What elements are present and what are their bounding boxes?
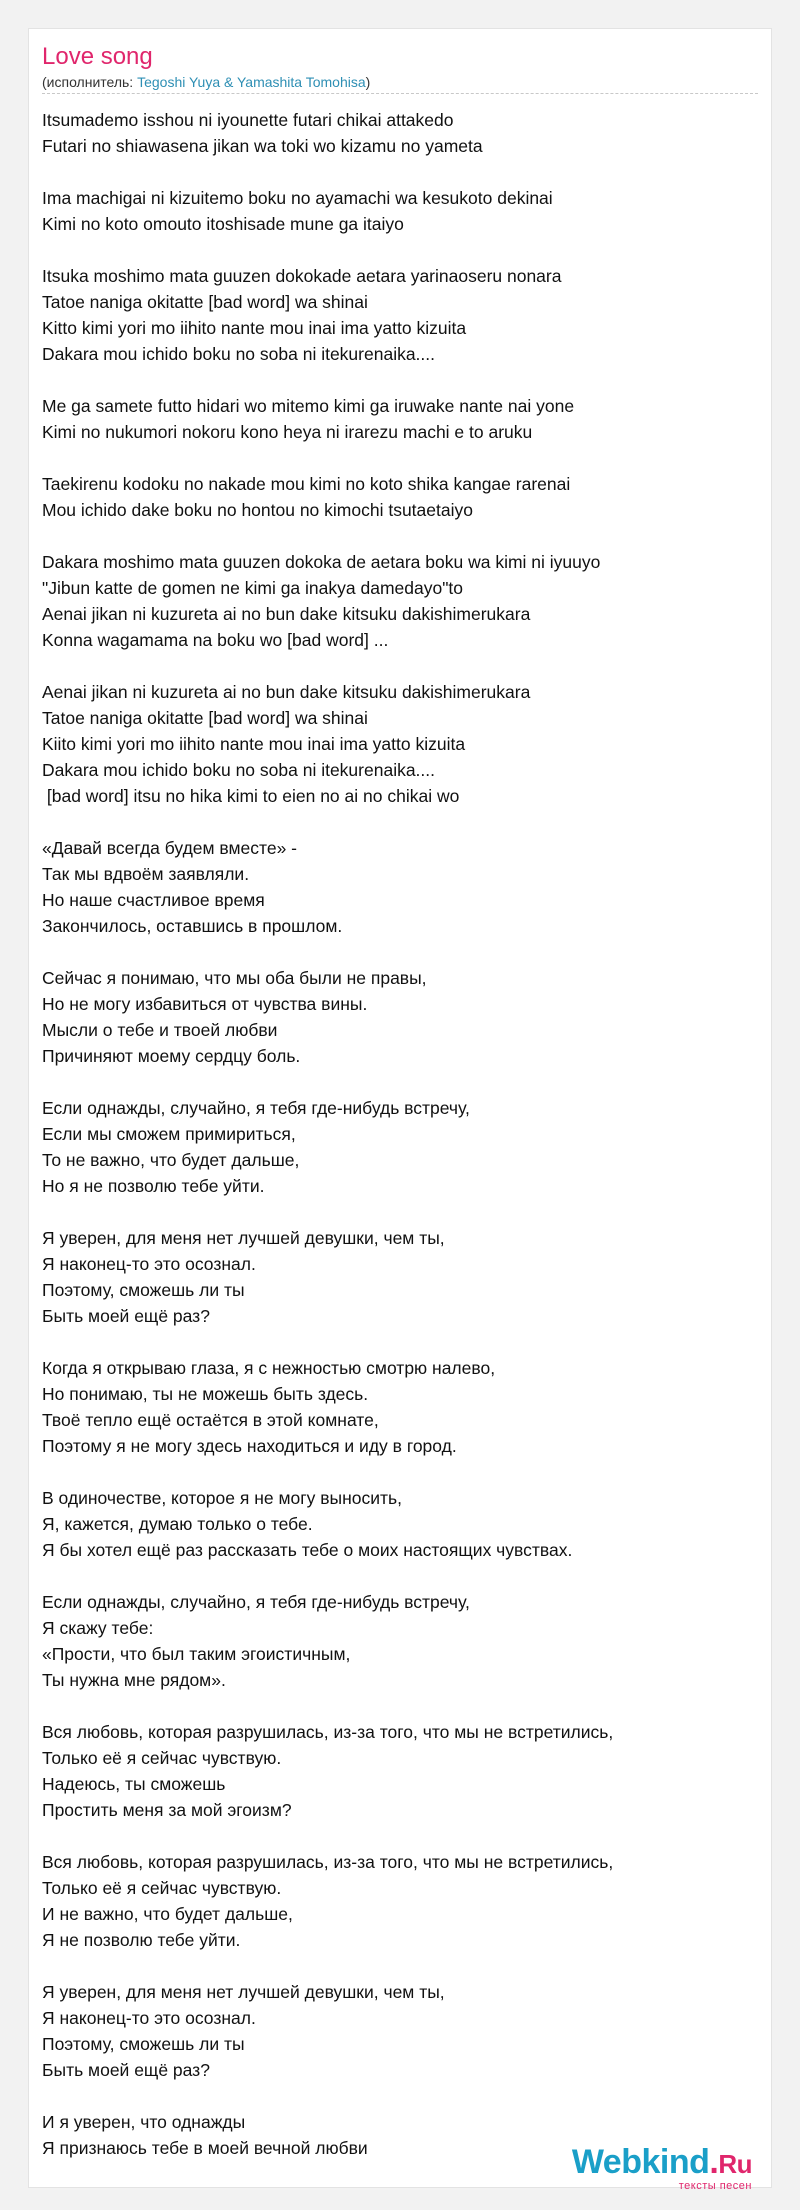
logo-subtitle: тексты песен bbox=[678, 2180, 752, 2192]
lyrics-line: Только её я сейчас чувствую. bbox=[42, 1878, 282, 1898]
lyrics-line: Но наше счастливое время bbox=[42, 890, 265, 910]
lyrics-line: Itsumademo isshou ni iyounette futari chikai attakedo bbox=[42, 110, 454, 130]
lyrics-line: Поэтому я не могу здесь находиться и иду в город. bbox=[42, 1436, 457, 1456]
lyrics-line: Твоё тепло ещё остаётся в этой комнате, bbox=[42, 1410, 379, 1430]
lyrics-line: И я уверен, что однажды bbox=[42, 2112, 246, 2132]
lyrics-line: Когда я открываю глаза, я с нежностью смотрю налево, bbox=[42, 1358, 496, 1378]
lyrics-line: Сейчас я понимаю, что мы оба были не правы, bbox=[42, 968, 427, 988]
lyrics-line: Mou ichido dake boku no hontou no kimochi tsutaetaiyo bbox=[42, 500, 473, 520]
lyrics-line: Только её я сейчас чувствую. bbox=[42, 1748, 282, 1768]
lyrics-stanza bbox=[42, 1225, 758, 1329]
lyrics-line: Если однажды, случайно, я тебя где-нибудь встречу, bbox=[42, 1592, 470, 1612]
lyrics-stanza bbox=[42, 107, 758, 159]
lyrics-line: Так мы вдвоём заявляли. bbox=[42, 864, 250, 884]
lyrics-line: Поэтому, сможешь ли ты bbox=[42, 1280, 245, 1300]
lyrics-line: Если мы сможем примириться, bbox=[42, 1124, 296, 1144]
logo-dot: . bbox=[709, 2143, 719, 2181]
logo-name: Webkind bbox=[571, 2143, 710, 2181]
lyrics-stanza bbox=[42, 1719, 758, 1823]
lyrics-line: Я бы хотел ещё раз рассказать тебе о моих настоящих чувствах. bbox=[42, 1540, 573, 1560]
lyrics-line: Мысли о тебе и твоей любви bbox=[42, 1020, 278, 1040]
lyrics-line: Быть моей ещё раз? bbox=[42, 1306, 210, 1326]
lyrics-line: Itsuka moshimo mata guuzen dokokade aetara yarinaoseru nonara bbox=[42, 266, 562, 286]
lyrics-line: Aenai jikan ni kuzureta ai no bun dake kitsuku dakishimerukara bbox=[42, 604, 531, 624]
lyrics-line: Вся любовь, которая разрушилась, из-за того, что мы не встретились, bbox=[42, 1852, 614, 1872]
lyrics-line: Если однажды, случайно, я тебя где-нибудь встречу, bbox=[42, 1098, 470, 1118]
lyrics-stanza bbox=[42, 263, 758, 367]
lyrics-line: Простить меня за мой эгоизм? bbox=[42, 1800, 292, 1820]
lyrics-stanza bbox=[42, 679, 758, 809]
lyrics-stanza bbox=[42, 1485, 758, 1563]
lyrics-line: Ima machigai ni kizuitemo boku no ayamachi wa kesukoto dekinai bbox=[42, 188, 553, 208]
lyrics-line: Поэтому, сможешь ли ты bbox=[42, 2034, 245, 2054]
lyrics-line: Я признаюсь тебе в моей вечной любви bbox=[42, 2138, 368, 2158]
lyrics-line: Причиняют моему сердцу боль. bbox=[42, 1046, 301, 1066]
lyrics-stanza bbox=[42, 1355, 758, 1459]
lyrics-line: [bad word] itsu no hika kimi to eien no ai no chikai wo bbox=[42, 786, 460, 806]
lyrics-line: Но понимаю, ты не можешь быть здесь. bbox=[42, 1384, 369, 1404]
lyrics-line: Я, кажется, думаю только о тебе. bbox=[42, 1514, 313, 1534]
lyrics-line: Kitto kimi yori mo iihito nante mou inai ima yatto kizuita bbox=[42, 318, 467, 338]
logo-wordmark bbox=[572, 2144, 752, 2182]
performer-suffix: ) bbox=[365, 74, 371, 90]
lyrics-line: Закончилось, оставшись в прошлом. bbox=[42, 916, 343, 936]
lyrics-line: И не важно, что будет дальше, bbox=[42, 1904, 293, 1924]
lyrics-line: Tatoe naniga okitatte [bad word] wa shinai bbox=[42, 292, 368, 312]
lyrics-line: Но я не позволю тебе уйти. bbox=[42, 1176, 265, 1196]
lyrics-line: Dakara mou ichido boku no soba ni itekurenaika.... bbox=[42, 760, 436, 780]
lyrics-line: Dakara mou ichido boku no soba ni itekurenaika.... bbox=[42, 344, 436, 364]
lyrics-stanza bbox=[42, 1849, 758, 1953]
lyrics-stanza bbox=[42, 471, 758, 523]
lyrics-line: Я наконец-то это осознал. bbox=[42, 2008, 256, 2028]
lyrics-stanza bbox=[42, 1095, 758, 1199]
lyrics-stanza bbox=[42, 185, 758, 237]
lyrics-stanza bbox=[42, 965, 758, 1069]
lyrics-line: Kimi no koto omouto itoshisade mune ga itaiyo bbox=[42, 214, 404, 234]
lyrics-line: Вся любовь, которая разрушилась, из-за того, что мы не встретились, bbox=[42, 1722, 614, 1742]
lyrics-line: Я уверен, для меня нет лучшей девушки, чем ты, bbox=[42, 1228, 445, 1248]
lyrics-body bbox=[42, 107, 758, 2187]
lyrics-line: Futari no shiawasena jikan wa toki wo kizamu no yameta bbox=[42, 136, 483, 156]
performer-prefix: (исполнитель: bbox=[42, 74, 138, 90]
lyrics-line: В одиночестве, которое я не могу выносить, bbox=[42, 1488, 403, 1508]
lyrics-stanza bbox=[42, 1589, 758, 1693]
lyrics-line: Я наконец-то это осознал. bbox=[42, 1254, 256, 1274]
lyrics-line: Konna wagamama na boku wo [bad word] ... bbox=[42, 630, 389, 650]
lyrics-line: Aenai jikan ni kuzureta ai no bun dake kitsuku dakishimerukara bbox=[42, 682, 531, 702]
logo-tld: Ru bbox=[718, 2149, 752, 2179]
lyrics-line: Я скажу тебе: bbox=[42, 1618, 154, 1638]
lyrics-line: "Jibun katte de gomen ne kimi ga inakya damedayo"to bbox=[42, 578, 464, 598]
lyrics-line: Я уверен, для меня нет лучшей девушки, чем ты, bbox=[42, 1982, 445, 2002]
lyrics-stanza bbox=[42, 835, 758, 939]
song-title: Love song bbox=[42, 43, 153, 70]
lyrics-line: Быть моей ещё раз? bbox=[42, 2060, 210, 2080]
lyrics-line: Надеюсь, ты сможешь bbox=[42, 1774, 226, 1794]
lyrics-line: Taekirenu kodoku no nakade mou kimi no koto shika kangae rarenai bbox=[42, 474, 571, 494]
lyrics-line: Я не позволю тебе уйти. bbox=[42, 1930, 241, 1950]
performer-link[interactable]: Tegoshi Yuya & Yamashita Tomohisa bbox=[137, 74, 366, 90]
lyrics-line: Kiito kimi yori mo iihito nante mou inai ima yatto kizuita bbox=[42, 734, 466, 754]
lyrics-line: Ты нужна мне рядом». bbox=[42, 1670, 226, 1690]
lyrics-line: Me ga samete futto hidari wo mitemo kimi ga iruwake nante nai yone bbox=[42, 396, 575, 416]
performer-line bbox=[42, 73, 758, 94]
lyrics-line: «Давай всегда будем вместе» - bbox=[42, 838, 298, 858]
lyrics-stanza bbox=[42, 1979, 758, 2083]
lyrics-line: Dakara moshimo mata guuzen dokoka de aetara boku wa kimi ni iyuuyo bbox=[42, 552, 601, 572]
lyrics-line: То не важно, что будет дальше, bbox=[42, 1150, 300, 1170]
lyrics-line: Kimi no nukumori nokoru kono heya ni irarezu machi e to aruku bbox=[42, 422, 533, 442]
lyrics-line: «Прости, что был таким эгоистичным, bbox=[42, 1644, 351, 1664]
lyrics-line: Tatoe naniga okitatte [bad word] wa shinai bbox=[42, 708, 368, 728]
lyrics-stanza bbox=[42, 393, 758, 445]
site-logo[interactable] bbox=[572, 2144, 752, 2192]
lyrics-line: Но не могу избавиться от чувства вины. bbox=[42, 994, 368, 1014]
lyrics-stanza bbox=[42, 549, 758, 653]
